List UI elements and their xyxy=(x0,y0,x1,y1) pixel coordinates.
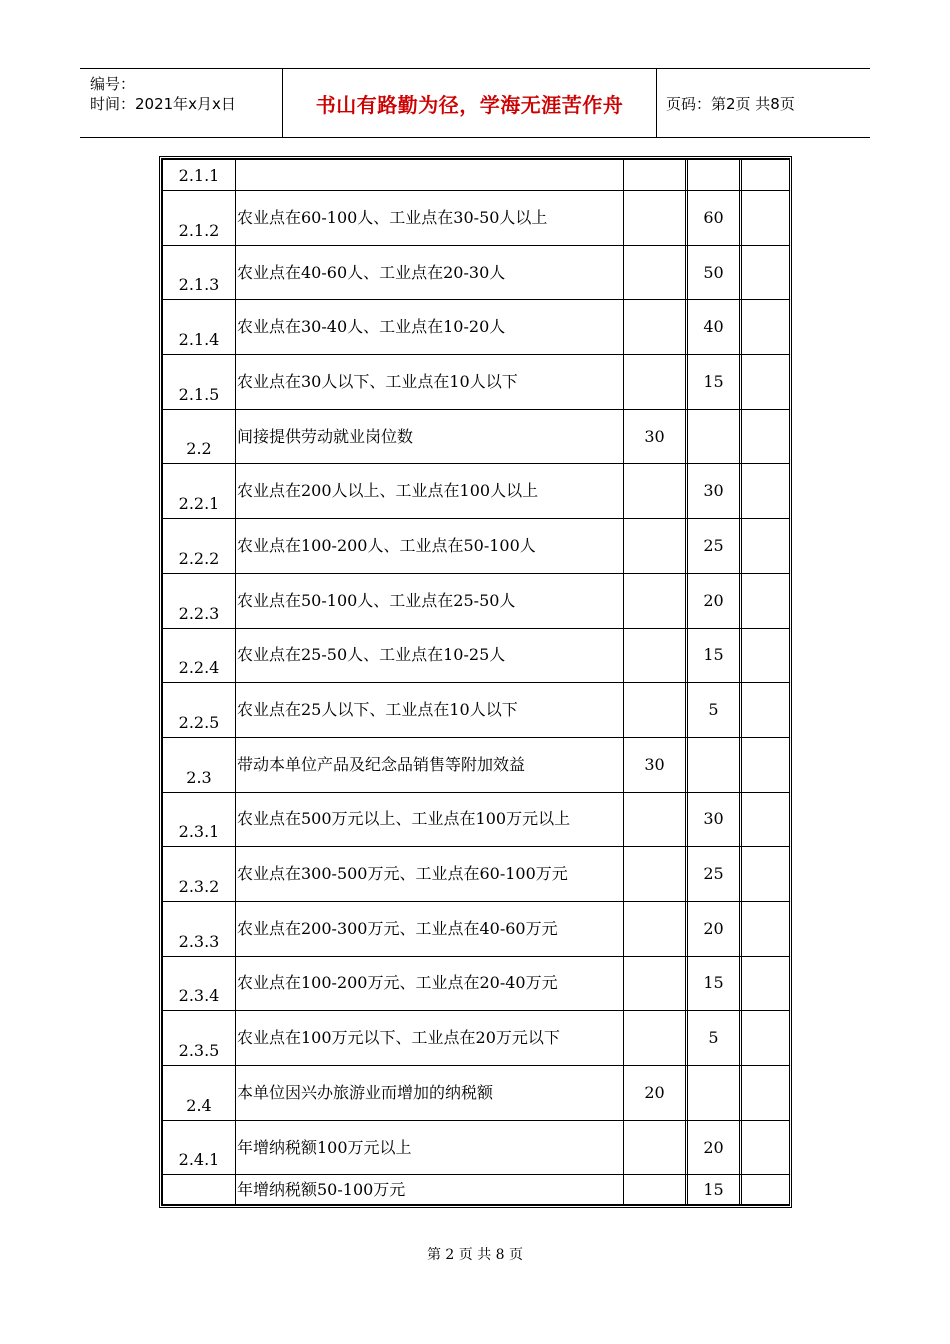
table-row xyxy=(163,191,790,246)
row-code-cell: 2.1.4 xyxy=(163,300,236,355)
scoring-table xyxy=(162,159,790,1205)
row-item-score-cell: 15 xyxy=(688,355,740,410)
scoring-table-body xyxy=(163,160,790,1205)
row-code-cell: 2.2 xyxy=(163,409,236,464)
table-row xyxy=(163,683,790,738)
row-item-score-cell: 30 xyxy=(688,792,740,847)
row-remark-cell xyxy=(742,792,790,847)
table-row xyxy=(163,409,790,464)
row-description-cell: 农业点在25人以下、工业点在10人以下 xyxy=(236,683,624,738)
row-code-cell: 2.3.5 xyxy=(163,1011,236,1066)
row-description-cell: 农业点在200-300万元、工业点在40-60万元 xyxy=(236,901,624,956)
row-description-cell: 农业点在50-100人、工业点在25-50人 xyxy=(236,573,624,628)
row-category-score-cell xyxy=(624,573,686,628)
row-item-score-cell xyxy=(688,160,740,191)
row-item-score-cell: 20 xyxy=(688,573,740,628)
row-category-score-cell: 30 xyxy=(624,737,686,792)
row-remark-cell xyxy=(742,1066,790,1121)
row-description-cell: 本单位因兴办旅游业而增加的纳税额 xyxy=(236,1066,624,1121)
row-item-score-cell: 15 xyxy=(688,956,740,1011)
table-row xyxy=(163,519,790,574)
row-remark-cell xyxy=(742,573,790,628)
row-description-cell xyxy=(236,160,624,191)
row-code-cell: 2.4.1 xyxy=(163,1120,236,1175)
row-item-score-cell: 20 xyxy=(688,1120,740,1175)
row-category-score-cell xyxy=(624,191,686,246)
row-description-cell: 农业点在60-100人、工业点在30-50人以上 xyxy=(236,191,624,246)
row-code-cell: 2.1.2 xyxy=(163,191,236,246)
table-row xyxy=(163,847,790,902)
table-row xyxy=(163,355,790,410)
row-remark-cell xyxy=(742,355,790,410)
row-code-cell: 2.2.1 xyxy=(163,464,236,519)
header-motto xyxy=(283,69,657,137)
row-item-score-cell: 15 xyxy=(688,628,740,683)
row-remark-cell xyxy=(742,160,790,191)
row-category-score-cell xyxy=(624,683,686,738)
row-code-cell: 2.3.4 xyxy=(163,956,236,1011)
table-row xyxy=(163,160,790,191)
row-category-score-cell xyxy=(624,464,686,519)
row-remark-cell xyxy=(742,1120,790,1175)
row-item-score-cell: 5 xyxy=(688,1011,740,1066)
table-row xyxy=(163,792,790,847)
row-code-cell: 2.1.1 xyxy=(163,160,236,191)
row-remark-cell xyxy=(742,901,790,956)
table-row xyxy=(163,1175,790,1205)
row-code-cell: 2.2.3 xyxy=(163,573,236,628)
table-row xyxy=(163,1066,790,1121)
row-description-cell: 年增纳税额50-100万元 xyxy=(236,1175,624,1205)
row-description-cell: 农业点在25-50人、工业点在10-25人 xyxy=(236,628,624,683)
row-description-cell: 农业点在40-60人、工业点在20-30人 xyxy=(236,245,624,300)
row-item-score-cell xyxy=(688,1066,740,1121)
table-row xyxy=(163,300,790,355)
row-description-cell: 农业点在100万元以下、工业点在20万元以下 xyxy=(236,1011,624,1066)
row-category-score-cell xyxy=(624,1120,686,1175)
row-code-cell: 2.3.2 xyxy=(163,847,236,902)
table-row xyxy=(163,737,790,792)
row-remark-cell xyxy=(742,300,790,355)
row-item-score-cell: 15 xyxy=(688,1175,740,1205)
row-category-score-cell xyxy=(624,628,686,683)
footer-page-number: 第 2 页 共 8 页 xyxy=(426,1247,524,1263)
row-description-cell: 间接提供劳动就业岗位数 xyxy=(236,409,624,464)
row-description-cell: 农业点在500万元以上、工业点在100万元以上 xyxy=(236,792,624,847)
table-row xyxy=(163,464,790,519)
row-description-cell: 带动本单位产品及纪念品销售等附加效益 xyxy=(236,737,624,792)
row-code-cell xyxy=(163,1175,236,1205)
table-row xyxy=(163,956,790,1011)
page-header xyxy=(80,68,870,138)
row-item-score-cell xyxy=(688,737,740,792)
row-code-cell: 2.1.3 xyxy=(163,245,236,300)
row-category-score-cell: 20 xyxy=(624,1066,686,1121)
row-item-score-cell: 50 xyxy=(688,245,740,300)
row-description-cell: 农业点在100-200万元、工业点在20-40万元 xyxy=(236,956,624,1011)
row-item-score-cell: 25 xyxy=(688,847,740,902)
document-time-label: 时间：2021年x月x日 xyxy=(90,95,236,113)
table-row xyxy=(163,628,790,683)
row-code-cell: 2.4 xyxy=(163,1066,236,1121)
row-remark-cell xyxy=(742,956,790,1011)
row-item-score-cell: 40 xyxy=(688,300,740,355)
row-remark-cell xyxy=(742,628,790,683)
row-category-score-cell xyxy=(624,245,686,300)
row-description-cell: 农业点在30人以下、工业点在10人以下 xyxy=(236,355,624,410)
row-description-cell: 农业点在200人以上、工业点在100人以上 xyxy=(236,464,624,519)
row-category-score-cell xyxy=(624,519,686,574)
row-category-score-cell xyxy=(624,901,686,956)
motto-text: 书山有路勤为径，学海无涯苦作舟 xyxy=(315,92,624,117)
row-code-cell: 2.3 xyxy=(163,737,236,792)
page-footer xyxy=(0,1244,950,1264)
header-page-info xyxy=(666,69,870,137)
row-category-score-cell xyxy=(624,1175,686,1205)
row-category-score-cell xyxy=(624,792,686,847)
row-remark-cell xyxy=(742,519,790,574)
header-meta xyxy=(80,69,283,137)
row-remark-cell xyxy=(742,245,790,300)
row-description-cell: 农业点在300-500万元、工业点在60-100万元 xyxy=(236,847,624,902)
row-item-score-cell: 60 xyxy=(688,191,740,246)
row-item-score-cell: 5 xyxy=(688,683,740,738)
row-category-score-cell xyxy=(624,956,686,1011)
row-item-score-cell: 25 xyxy=(688,519,740,574)
row-description-cell: 农业点在30-40人、工业点在10-20人 xyxy=(236,300,624,355)
row-category-score-cell: 30 xyxy=(624,409,686,464)
row-code-cell: 2.3.1 xyxy=(163,792,236,847)
table-row xyxy=(163,1011,790,1066)
row-item-score-cell xyxy=(688,409,740,464)
row-code-cell: 2.2.4 xyxy=(163,628,236,683)
row-remark-cell xyxy=(742,847,790,902)
row-category-score-cell xyxy=(624,847,686,902)
row-item-score-cell: 30 xyxy=(688,464,740,519)
table-row xyxy=(163,1120,790,1175)
row-category-score-cell xyxy=(624,160,686,191)
row-code-cell: 2.2.5 xyxy=(163,683,236,738)
row-code-cell: 2.2.2 xyxy=(163,519,236,574)
page-info-text: 页码：第2页 共8页 xyxy=(666,94,795,113)
table-row xyxy=(163,245,790,300)
row-remark-cell xyxy=(742,191,790,246)
table-row xyxy=(163,901,790,956)
row-description-cell: 年增纳税额100万元以上 xyxy=(236,1120,624,1175)
row-description-cell: 农业点在100-200人、工业点在50-100人 xyxy=(236,519,624,574)
scoring-table-frame xyxy=(159,156,792,1208)
row-category-score-cell xyxy=(624,1011,686,1066)
row-remark-cell xyxy=(742,1011,790,1066)
row-code-cell: 2.1.5 xyxy=(163,355,236,410)
row-item-score-cell: 20 xyxy=(688,901,740,956)
row-remark-cell xyxy=(742,737,790,792)
row-code-cell: 2.3.3 xyxy=(163,901,236,956)
row-remark-cell xyxy=(742,1175,790,1205)
row-category-score-cell xyxy=(624,300,686,355)
table-row xyxy=(163,573,790,628)
document-number-label: 编号： xyxy=(90,75,136,93)
row-category-score-cell xyxy=(624,355,686,410)
row-remark-cell xyxy=(742,683,790,738)
row-remark-cell xyxy=(742,464,790,519)
row-remark-cell xyxy=(742,409,790,464)
